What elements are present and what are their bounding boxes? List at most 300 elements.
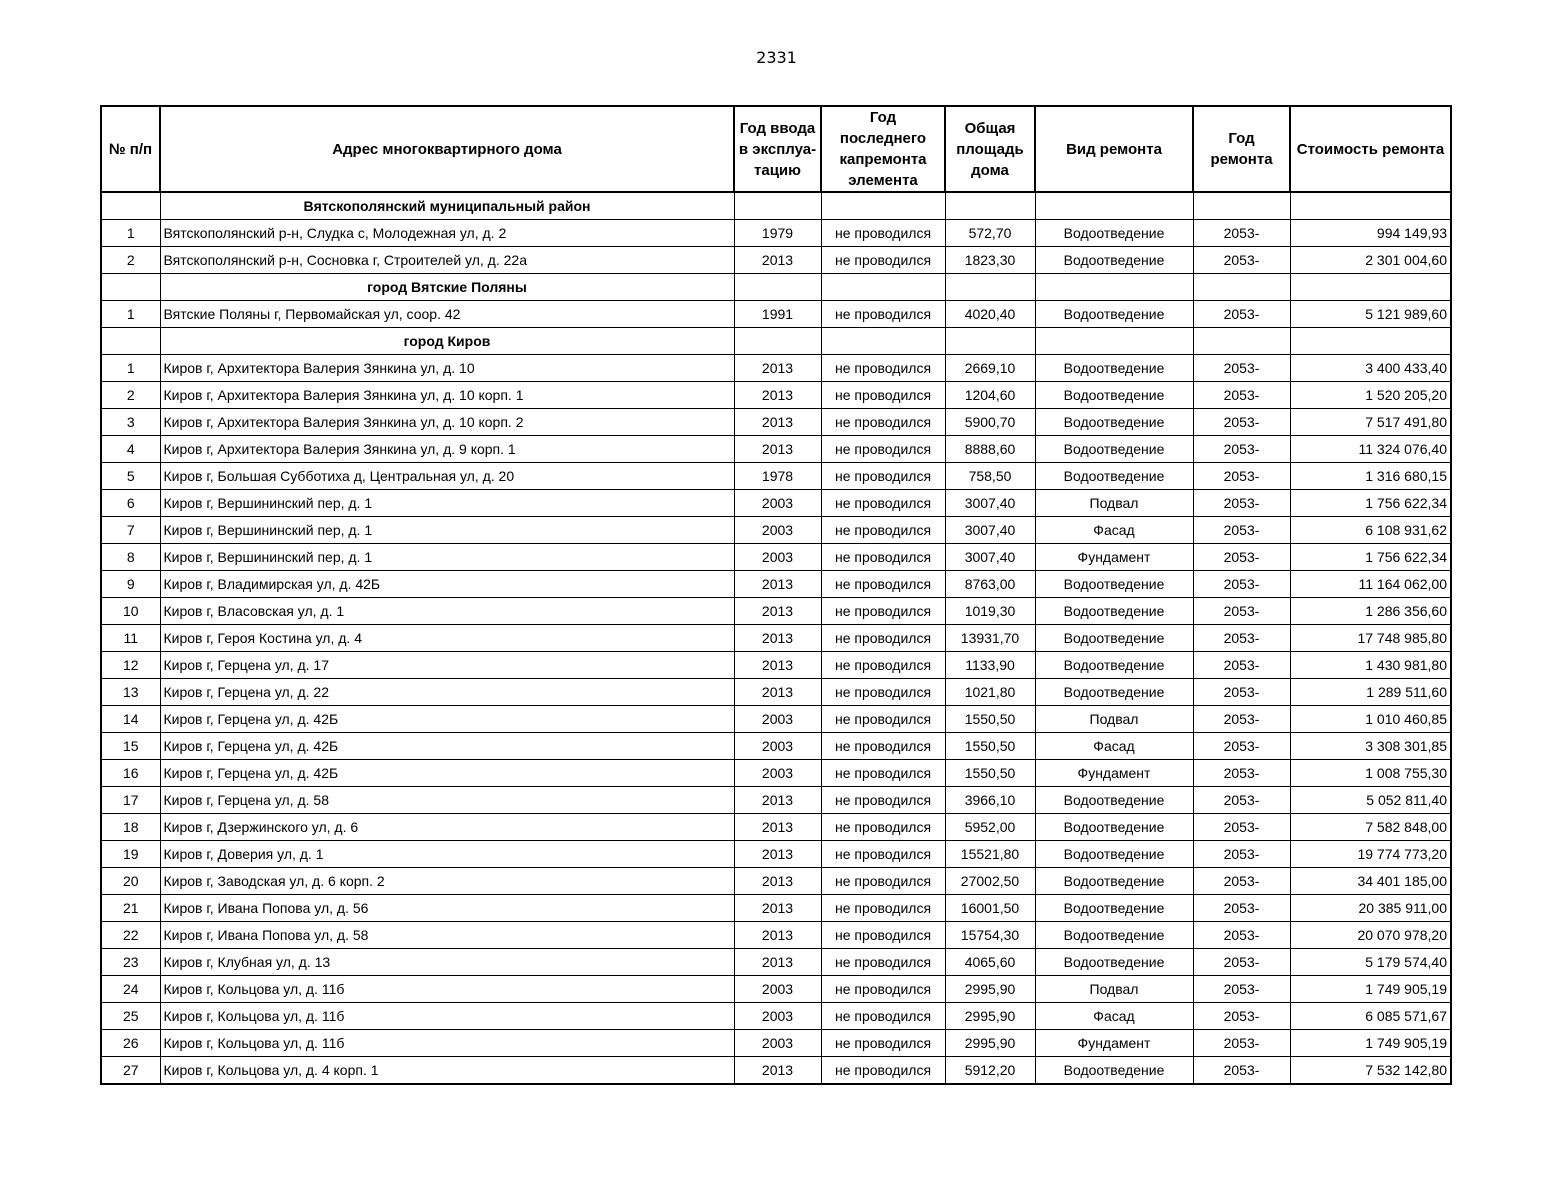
cell-year-last-repair: не проводился xyxy=(821,625,945,652)
cell-year-commissioned: 2013 xyxy=(734,922,821,949)
cell-year-commissioned: 2013 xyxy=(734,409,821,436)
cell-cost: 19 774 773,20 xyxy=(1290,841,1451,868)
cell-year-commissioned xyxy=(734,328,821,355)
cell-cost: 1 756 622,34 xyxy=(1290,490,1451,517)
cell-address: Киров г, Кольцова ул, д. 11б xyxy=(160,976,734,1003)
cell-num xyxy=(101,274,160,301)
cell-year-commissioned: 1978 xyxy=(734,463,821,490)
cell-year-commissioned: 2013 xyxy=(734,868,821,895)
cell-num: 10 xyxy=(101,598,160,625)
cell-num: 2 xyxy=(101,247,160,274)
table-row xyxy=(101,841,1451,868)
cell-num: 24 xyxy=(101,976,160,1003)
cell-year-last-repair: не проводился xyxy=(821,922,945,949)
cell-year-last-repair xyxy=(821,274,945,301)
cell-repair-year: 2053- xyxy=(1193,247,1290,274)
cell-cost: 1 520 205,20 xyxy=(1290,382,1451,409)
cell-cost: 6 108 931,62 xyxy=(1290,517,1451,544)
cell-cost: 5 052 811,40 xyxy=(1290,787,1451,814)
cell-year-last-repair: не проводился xyxy=(821,382,945,409)
cell-num: 18 xyxy=(101,814,160,841)
cell-year-commissioned: 2013 xyxy=(734,625,821,652)
cell-year-commissioned: 2013 xyxy=(734,247,821,274)
cell-cost: 2 301 004,60 xyxy=(1290,247,1451,274)
cell-repair-type: Водоотведение xyxy=(1035,220,1193,247)
cell-repair-type xyxy=(1035,274,1193,301)
cell-area: 2995,90 xyxy=(945,1003,1035,1030)
cell-cost: 11 164 062,00 xyxy=(1290,571,1451,598)
cell-cost: 34 401 185,00 xyxy=(1290,868,1451,895)
cell-repair-year: 2053- xyxy=(1193,301,1290,328)
header-year-last-repair: Год последнего капремонта элемента xyxy=(821,106,945,192)
cell-cost: 3 308 301,85 xyxy=(1290,733,1451,760)
cell-num: 17 xyxy=(101,787,160,814)
table-row xyxy=(101,895,1451,922)
cell-year-last-repair: не проводился xyxy=(821,436,945,463)
cell-repair-type: Фундамент xyxy=(1035,760,1193,787)
table-row xyxy=(101,1057,1451,1085)
cell-address: Киров г, Архитектора Валерия Зянкина ул, д. 9 корп. 1 xyxy=(160,436,734,463)
cell-address: Вятскополянский р-н, Слудка с, Молодежная ул, д. 2 xyxy=(160,220,734,247)
cell-year-last-repair: не проводился xyxy=(821,247,945,274)
table-row xyxy=(101,814,1451,841)
cell-num: 7 xyxy=(101,517,160,544)
cell-year-commissioned: 2013 xyxy=(734,652,821,679)
cell-cost: 17 748 985,80 xyxy=(1290,625,1451,652)
header-repair-year: Год ремонта xyxy=(1193,106,1290,192)
cell-address: Киров г, Вершининский пер, д. 1 xyxy=(160,544,734,571)
section-row xyxy=(101,192,1451,220)
cell-num: 5 xyxy=(101,463,160,490)
cell-repair-year: 2053- xyxy=(1193,652,1290,679)
cell-area: 2669,10 xyxy=(945,355,1035,382)
cell-year-commissioned: 2013 xyxy=(734,436,821,463)
header-cost: Стоимость ремонта xyxy=(1290,106,1451,192)
cell-repair-type: Водоотведение xyxy=(1035,382,1193,409)
cell-repair-type: Водоотведение xyxy=(1035,949,1193,976)
cell-address: Киров г, Кольцова ул, д. 4 корп. 1 xyxy=(160,1057,734,1085)
table-row xyxy=(101,679,1451,706)
cell-year-last-repair: не проводился xyxy=(821,679,945,706)
cell-cost: 1 289 511,60 xyxy=(1290,679,1451,706)
cell-area: 3966,10 xyxy=(945,787,1035,814)
cell-num: 14 xyxy=(101,706,160,733)
cell-cost: 1 316 680,15 xyxy=(1290,463,1451,490)
cell-num: 22 xyxy=(101,922,160,949)
cell-year-last-repair: не проводился xyxy=(821,1030,945,1057)
cell-repair-type: Водоотведение xyxy=(1035,841,1193,868)
cell-num: 1 xyxy=(101,220,160,247)
cell-cost xyxy=(1290,328,1451,355)
table-row xyxy=(101,436,1451,463)
table-row xyxy=(101,976,1451,1003)
cell-address: Киров г, Герцена ул, д. 22 xyxy=(160,679,734,706)
cell-address: Киров г, Архитектора Валерия Зянкина ул, д. 10 xyxy=(160,355,734,382)
cell-repair-year: 2053- xyxy=(1193,517,1290,544)
cell-year-last-repair: не проводился xyxy=(821,1003,945,1030)
cell-cost: 3 400 433,40 xyxy=(1290,355,1451,382)
cell-area: 5912,20 xyxy=(945,1057,1035,1085)
cell-address: Киров г, Дзержинского ул, д. 6 xyxy=(160,814,734,841)
table-row xyxy=(101,625,1451,652)
cell-year-last-repair: не проводился xyxy=(821,1057,945,1085)
cell-area: 1019,30 xyxy=(945,598,1035,625)
cell-num xyxy=(101,192,160,220)
cell-cost: 7 582 848,00 xyxy=(1290,814,1451,841)
table-row xyxy=(101,301,1451,328)
cell-year-commissioned: 2003 xyxy=(734,490,821,517)
header-num: № п/п xyxy=(101,106,160,192)
cell-num: 25 xyxy=(101,1003,160,1030)
cell-num: 27 xyxy=(101,1057,160,1085)
cell-area: 8763,00 xyxy=(945,571,1035,598)
cell-cost: 1 010 460,85 xyxy=(1290,706,1451,733)
cell-address: Киров г, Кольцова ул, д. 11б xyxy=(160,1003,734,1030)
cell-repair-year xyxy=(1193,274,1290,301)
cell-num: 21 xyxy=(101,895,160,922)
cell-repair-type: Подвал xyxy=(1035,976,1193,1003)
header-address: Адрес многоквартирного дома xyxy=(160,106,734,192)
section-row xyxy=(101,328,1451,355)
table-row xyxy=(101,922,1451,949)
cell-num: 12 xyxy=(101,652,160,679)
table-row xyxy=(101,1030,1451,1057)
cell-year-commissioned: 2003 xyxy=(734,544,821,571)
cell-repair-year: 2053- xyxy=(1193,1057,1290,1085)
cell-repair-year: 2053- xyxy=(1193,382,1290,409)
cell-cost: 1 756 622,34 xyxy=(1290,544,1451,571)
cell-address: Киров г, Большая Субботиха д, Центральная ул, д. 20 xyxy=(160,463,734,490)
cell-area: 16001,50 xyxy=(945,895,1035,922)
cell-year-last-repair: не проводился xyxy=(821,976,945,1003)
cell-repair-type: Водоотведение xyxy=(1035,895,1193,922)
table-row xyxy=(101,706,1451,733)
cell-repair-year: 2053- xyxy=(1193,949,1290,976)
cell-area: 27002,50 xyxy=(945,868,1035,895)
cell-repair-year: 2053- xyxy=(1193,706,1290,733)
cell-area: 1550,50 xyxy=(945,760,1035,787)
cell-address: Киров г, Героя Костина ул, д. 4 xyxy=(160,625,734,652)
table-row xyxy=(101,409,1451,436)
cell-repair-type xyxy=(1035,192,1193,220)
cell-repair-type: Подвал xyxy=(1035,490,1193,517)
cell-area xyxy=(945,192,1035,220)
cell-repair-year: 2053- xyxy=(1193,571,1290,598)
cell-area: 1550,50 xyxy=(945,706,1035,733)
section-row xyxy=(101,274,1451,301)
table-row xyxy=(101,787,1451,814)
cell-cost: 5 179 574,40 xyxy=(1290,949,1451,976)
cell-year-last-repair: не проводился xyxy=(821,517,945,544)
cell-repair-type: Водоотведение xyxy=(1035,652,1193,679)
cell-area: 1550,50 xyxy=(945,733,1035,760)
cell-address: Вятские Поляны г, Первомайская ул, соор. 42 xyxy=(160,301,734,328)
cell-address: Киров г, Герцена ул, д. 42Б xyxy=(160,706,734,733)
cell-num: 15 xyxy=(101,733,160,760)
cell-address: Киров г, Вершининский пер, д. 1 xyxy=(160,490,734,517)
cell-address: Киров г, Доверия ул, д. 1 xyxy=(160,841,734,868)
cell-repair-year: 2053- xyxy=(1193,868,1290,895)
cell-repair-type: Водоотведение xyxy=(1035,922,1193,949)
cell-year-last-repair: не проводился xyxy=(821,301,945,328)
cell-year-commissioned: 2003 xyxy=(734,976,821,1003)
cell-address: Киров г, Герцена ул, д. 42Б xyxy=(160,760,734,787)
table-row xyxy=(101,949,1451,976)
cell-year-commissioned: 2013 xyxy=(734,814,821,841)
cell-address: Киров г, Ивана Попова ул, д. 58 xyxy=(160,922,734,949)
cell-repair-type: Водоотведение xyxy=(1035,247,1193,274)
section-title: Вятскополянский муниципальный район xyxy=(160,192,734,220)
cell-repair-type: Фасад xyxy=(1035,1003,1193,1030)
cell-repair-type xyxy=(1035,328,1193,355)
cell-address: Киров г, Вершининский пер, д. 1 xyxy=(160,517,734,544)
cell-area xyxy=(945,274,1035,301)
cell-area: 3007,40 xyxy=(945,490,1035,517)
cell-cost: 7 532 142,80 xyxy=(1290,1057,1451,1085)
cell-area: 5952,00 xyxy=(945,814,1035,841)
table-row xyxy=(101,571,1451,598)
cell-repair-type: Водоотведение xyxy=(1035,868,1193,895)
cell-address: Киров г, Клубная ул, д. 13 xyxy=(160,949,734,976)
cell-year-commissioned: 2013 xyxy=(734,787,821,814)
cell-area: 4020,40 xyxy=(945,301,1035,328)
cell-num: 4 xyxy=(101,436,160,463)
cell-area: 15754,30 xyxy=(945,922,1035,949)
cell-cost: 1 430 981,80 xyxy=(1290,652,1451,679)
cell-repair-year: 2053- xyxy=(1193,922,1290,949)
cell-area: 8888,60 xyxy=(945,436,1035,463)
table-row xyxy=(101,247,1451,274)
cell-repair-year: 2053- xyxy=(1193,544,1290,571)
cell-year-commissioned: 2003 xyxy=(734,1003,821,1030)
table-row xyxy=(101,355,1451,382)
cell-repair-type: Фасад xyxy=(1035,733,1193,760)
cell-year-last-repair: не проводился xyxy=(821,598,945,625)
cell-repair-year: 2053- xyxy=(1193,679,1290,706)
cell-address: Киров г, Герцена ул, д. 17 xyxy=(160,652,734,679)
cell-repair-year: 2053- xyxy=(1193,976,1290,1003)
cell-year-last-repair: не проводился xyxy=(821,868,945,895)
header-year-commissioned: Год ввода в эксплуа-тацию xyxy=(734,106,821,192)
cell-repair-year: 2053- xyxy=(1193,841,1290,868)
cell-year-commissioned: 2013 xyxy=(734,895,821,922)
cell-repair-year: 2053- xyxy=(1193,598,1290,625)
cell-repair-type: Водоотведение xyxy=(1035,436,1193,463)
cell-year-commissioned: 2013 xyxy=(734,382,821,409)
cell-year-last-repair: не проводился xyxy=(821,733,945,760)
cell-cost xyxy=(1290,192,1451,220)
cell-num: 11 xyxy=(101,625,160,652)
cell-cost: 11 324 076,40 xyxy=(1290,436,1451,463)
cell-repair-year xyxy=(1193,328,1290,355)
cell-cost: 20 385 911,00 xyxy=(1290,895,1451,922)
cell-repair-type: Подвал xyxy=(1035,706,1193,733)
cell-year-last-repair: не проводился xyxy=(821,355,945,382)
cell-cost: 994 149,93 xyxy=(1290,220,1451,247)
cell-year-last-repair: не проводился xyxy=(821,841,945,868)
cell-year-commissioned: 2003 xyxy=(734,517,821,544)
table-row xyxy=(101,463,1451,490)
cell-repair-year: 2053- xyxy=(1193,733,1290,760)
table-row xyxy=(101,382,1451,409)
cell-area: 2995,90 xyxy=(945,976,1035,1003)
cell-year-last-repair xyxy=(821,192,945,220)
cell-repair-type: Водоотведение xyxy=(1035,571,1193,598)
cell-repair-type: Водоотведение xyxy=(1035,355,1193,382)
cell-area: 3007,40 xyxy=(945,544,1035,571)
cell-year-commissioned: 1991 xyxy=(734,301,821,328)
cell-year-commissioned: 2013 xyxy=(734,841,821,868)
cell-num: 3 xyxy=(101,409,160,436)
cell-year-commissioned xyxy=(734,192,821,220)
cell-repair-type: Водоотведение xyxy=(1035,301,1193,328)
cell-address: Киров г, Архитектора Валерия Зянкина ул, д. 10 корп. 2 xyxy=(160,409,734,436)
cell-cost: 1 749 905,19 xyxy=(1290,976,1451,1003)
cell-address: Киров г, Владимирская ул, д. 42Б xyxy=(160,571,734,598)
cell-year-last-repair: не проводился xyxy=(821,544,945,571)
cell-repair-type: Водоотведение xyxy=(1035,409,1193,436)
cell-repair-type: Фундамент xyxy=(1035,544,1193,571)
cell-year-commissioned: 2003 xyxy=(734,706,821,733)
cell-num: 23 xyxy=(101,949,160,976)
cell-repair-year: 2053- xyxy=(1193,787,1290,814)
cell-area: 572,70 xyxy=(945,220,1035,247)
cell-repair-type: Фундамент xyxy=(1035,1030,1193,1057)
cell-year-commissioned: 2013 xyxy=(734,679,821,706)
cell-repair-year: 2053- xyxy=(1193,895,1290,922)
cell-num: 1 xyxy=(101,355,160,382)
cell-address: Киров г, Кольцова ул, д. 11б xyxy=(160,1030,734,1057)
cell-year-commissioned: 2013 xyxy=(734,571,821,598)
cell-repair-year: 2053- xyxy=(1193,355,1290,382)
cell-year-last-repair: не проводился xyxy=(821,949,945,976)
cell-repair-year: 2053- xyxy=(1193,220,1290,247)
cell-repair-year: 2053- xyxy=(1193,436,1290,463)
cell-repair-type: Водоотведение xyxy=(1035,625,1193,652)
cell-year-commissioned: 2013 xyxy=(734,598,821,625)
cell-year-last-repair: не проводился xyxy=(821,895,945,922)
cell-year-last-repair: не проводился xyxy=(821,814,945,841)
cell-year-last-repair: не проводился xyxy=(821,490,945,517)
cell-year-last-repair: не проводился xyxy=(821,409,945,436)
cell-cost: 1 749 905,19 xyxy=(1290,1030,1451,1057)
cell-num xyxy=(101,328,160,355)
cell-year-last-repair: не проводился xyxy=(821,787,945,814)
cell-area: 1133,90 xyxy=(945,652,1035,679)
cell-repair-type: Водоотведение xyxy=(1035,1057,1193,1085)
cell-num: 20 xyxy=(101,868,160,895)
cell-repair-year: 2053- xyxy=(1193,1003,1290,1030)
cell-year-commissioned: 2003 xyxy=(734,733,821,760)
cell-address: Киров г, Герцена ул, д. 42Б xyxy=(160,733,734,760)
cell-area: 1823,30 xyxy=(945,247,1035,274)
cell-repair-year: 2053- xyxy=(1193,463,1290,490)
cell-repair-type: Водоотведение xyxy=(1035,463,1193,490)
cell-num: 13 xyxy=(101,679,160,706)
table-row xyxy=(101,544,1451,571)
cell-num: 1 xyxy=(101,301,160,328)
cell-num: 6 xyxy=(101,490,160,517)
cell-num: 9 xyxy=(101,571,160,598)
cell-address: Киров г, Заводская ул, д. 6 корп. 2 xyxy=(160,868,734,895)
cell-year-commissioned: 1979 xyxy=(734,220,821,247)
cell-year-commissioned: 2003 xyxy=(734,1030,821,1057)
cell-num: 8 xyxy=(101,544,160,571)
cell-repair-type: Водоотведение xyxy=(1035,787,1193,814)
cell-num: 26 xyxy=(101,1030,160,1057)
cell-year-last-repair: не проводился xyxy=(821,571,945,598)
cell-year-last-repair: не проводился xyxy=(821,463,945,490)
cell-area: 5900,70 xyxy=(945,409,1035,436)
repair-registry-table xyxy=(100,105,1452,1085)
cell-year-commissioned: 2013 xyxy=(734,1057,821,1085)
cell-year-commissioned: 2013 xyxy=(734,949,821,976)
cell-year-last-repair: не проводился xyxy=(821,760,945,787)
cell-repair-year: 2053- xyxy=(1193,625,1290,652)
cell-year-commissioned: 2003 xyxy=(734,760,821,787)
cell-address: Киров г, Власовская ул, д. 1 xyxy=(160,598,734,625)
cell-year-commissioned xyxy=(734,274,821,301)
cell-year-last-repair: не проводился xyxy=(821,706,945,733)
cell-repair-year xyxy=(1193,192,1290,220)
cell-repair-type: Водоотведение xyxy=(1035,598,1193,625)
table-row xyxy=(101,490,1451,517)
cell-year-last-repair xyxy=(821,328,945,355)
section-title: город Вятские Поляны xyxy=(160,274,734,301)
table-row xyxy=(101,1003,1451,1030)
cell-cost: 7 517 491,80 xyxy=(1290,409,1451,436)
cell-area: 1021,80 xyxy=(945,679,1035,706)
cell-area: 2995,90 xyxy=(945,1030,1035,1057)
cell-area: 4065,60 xyxy=(945,949,1035,976)
cell-area: 1204,60 xyxy=(945,382,1035,409)
cell-year-commissioned: 2013 xyxy=(734,355,821,382)
cell-year-last-repair: не проводился xyxy=(821,220,945,247)
cell-cost: 1 286 356,60 xyxy=(1290,598,1451,625)
header-area: Общая площадь дома xyxy=(945,106,1035,192)
cell-area: 15521,80 xyxy=(945,841,1035,868)
table-row xyxy=(101,517,1451,544)
cell-cost: 6 085 571,67 xyxy=(1290,1003,1451,1030)
cell-repair-type: Водоотведение xyxy=(1035,814,1193,841)
table-row xyxy=(101,733,1451,760)
cell-area xyxy=(945,328,1035,355)
cell-cost: 1 008 755,30 xyxy=(1290,760,1451,787)
cell-cost xyxy=(1290,274,1451,301)
cell-address: Киров г, Архитектора Валерия Зянкина ул, д. 10 корп. 1 xyxy=(160,382,734,409)
table-body xyxy=(101,192,1451,1084)
cell-address: Киров г, Герцена ул, д. 58 xyxy=(160,787,734,814)
cell-cost: 5 121 989,60 xyxy=(1290,301,1451,328)
header-repair-type: Вид ремонта xyxy=(1035,106,1193,192)
cell-area: 758,50 xyxy=(945,463,1035,490)
cell-area: 13931,70 xyxy=(945,625,1035,652)
table-row xyxy=(101,652,1451,679)
section-title: город Киров xyxy=(160,328,734,355)
cell-num: 19 xyxy=(101,841,160,868)
table-row xyxy=(101,220,1451,247)
page-number: 2331 xyxy=(756,48,797,67)
header-row xyxy=(101,106,1451,192)
cell-address: Вятскополянский р-н, Сосновка г, Строителей ул, д. 22а xyxy=(160,247,734,274)
cell-num: 2 xyxy=(101,382,160,409)
cell-repair-year: 2053- xyxy=(1193,814,1290,841)
cell-repair-year: 2053- xyxy=(1193,760,1290,787)
cell-repair-year: 2053- xyxy=(1193,409,1290,436)
cell-area: 3007,40 xyxy=(945,517,1035,544)
cell-repair-type: Фасад xyxy=(1035,517,1193,544)
cell-year-last-repair: не проводился xyxy=(821,652,945,679)
